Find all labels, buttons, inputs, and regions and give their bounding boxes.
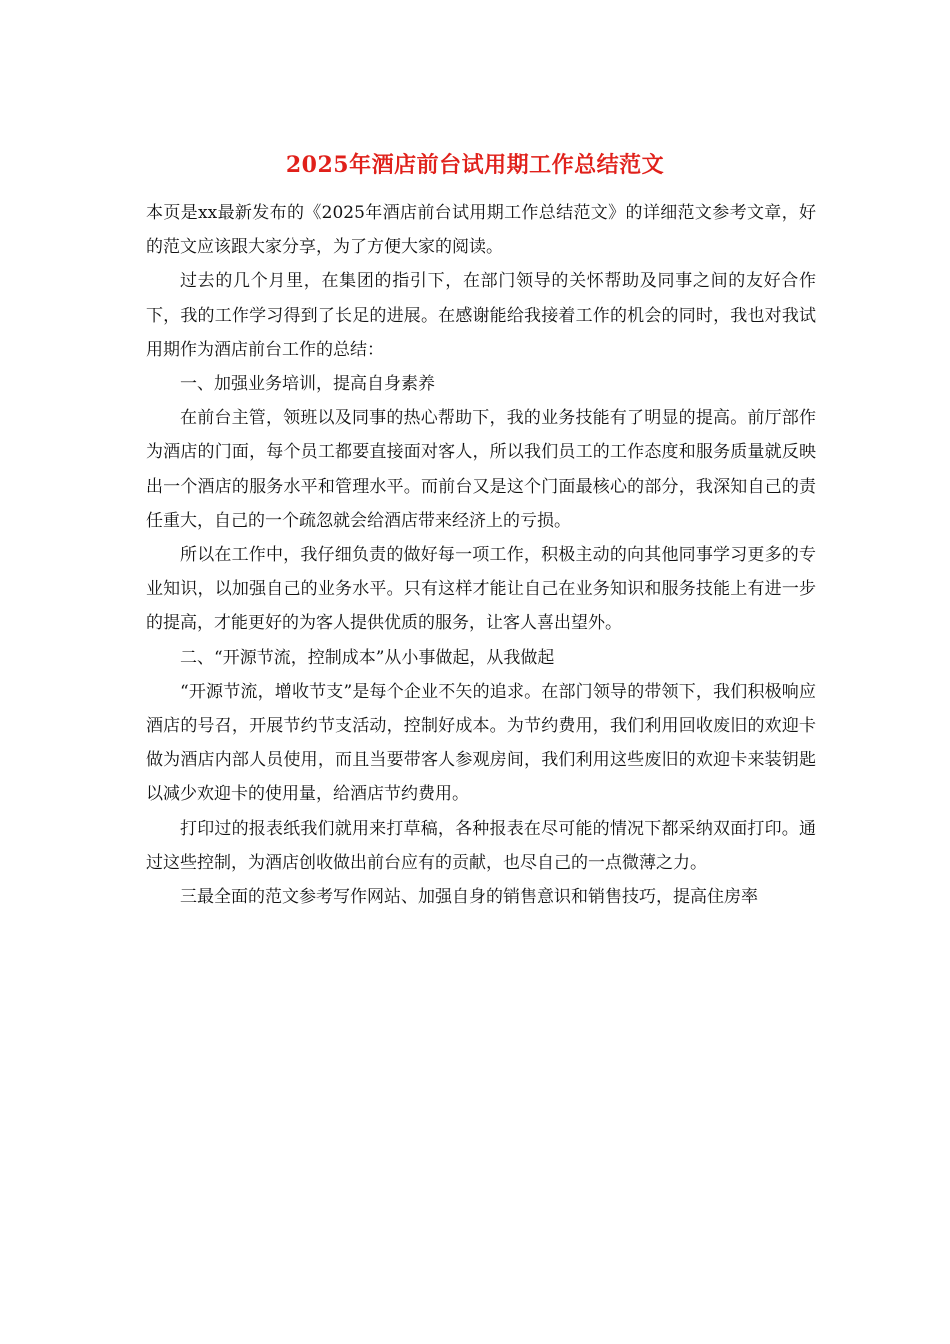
section-heading: 二、“开源节流，控制成本”从小事做起，从我做起 bbox=[180, 647, 555, 668]
document-body bbox=[146, 196, 816, 914]
intro-paragraph: 本页是xx最新发布的《2025年酒店前台试用期工作总结范文》的详细范文参考文章，好的范文应该跟大家分享，为了方便大家的阅读。 bbox=[146, 203, 816, 258]
section-heading: 一、加强业务培训，提高自身素养 bbox=[180, 374, 435, 395]
paragraph: “开源节流，增收节支”是每个企业不矢的追求。在部门领导的带领下，我们积极响应酒店的号召，开展节约节支活动，控制好成本。为节约费用，我们利用回收废旧的欢迎卡做为酒店内部人员使用，而且当要带客人参观房间，我们利用这些废旧的欢迎卡来装钥匙以减少欢迎卡的使用量，给酒店节约费用。 bbox=[146, 681, 816, 805]
paragraph: 过去的几个月里，在集团的指引下，在部门领导的关怀帮助及同事之间的友好合作下，我的工作学习得到了长足的进展。在感谢能给我接着工作的机会的同时，我也对我试用期作为酒店前台工作的总结： bbox=[146, 271, 816, 360]
paragraph: 所以在工作中，我仔细负责的做好每一项工作，积极主动的向其他同事学习更多的专业知识，以加强自己的业务水平。只有这样才能让自己在业务知识和服务技能上有进一步的提高，才能更好的为客人提供优质的服务，让客人喜出望外。 bbox=[146, 545, 816, 634]
paragraph: 在前台主管，领班以及同事的热心帮助下，我的业务技能有了明显的提高。前厅部作为酒店的门面，每个员工都要直接面对客人，所以我们员工的工作态度和服务质量就反映出一个酒店的服务水平和管理水平。而前台又是这个门面最核心的部分，我深知自己的责任重大，自己的一个疏忽就会给酒店带来经济上的亏损。 bbox=[146, 408, 816, 531]
section-heading: 三最全面的范文参考写作网站、加强自身的销售意识和销售技巧，提高住房率 bbox=[180, 887, 758, 908]
paragraph: 打印过的报表纸我们就用来打草稿，各种报表在尽可能的情况下都采纳双面打印。通过这些控制，为酒店创收做出前台应有的贡献，也尽自己的一点微薄之力。 bbox=[146, 818, 816, 873]
document-title: 2025年酒店前台试用期工作总结范文 bbox=[285, 152, 665, 178]
